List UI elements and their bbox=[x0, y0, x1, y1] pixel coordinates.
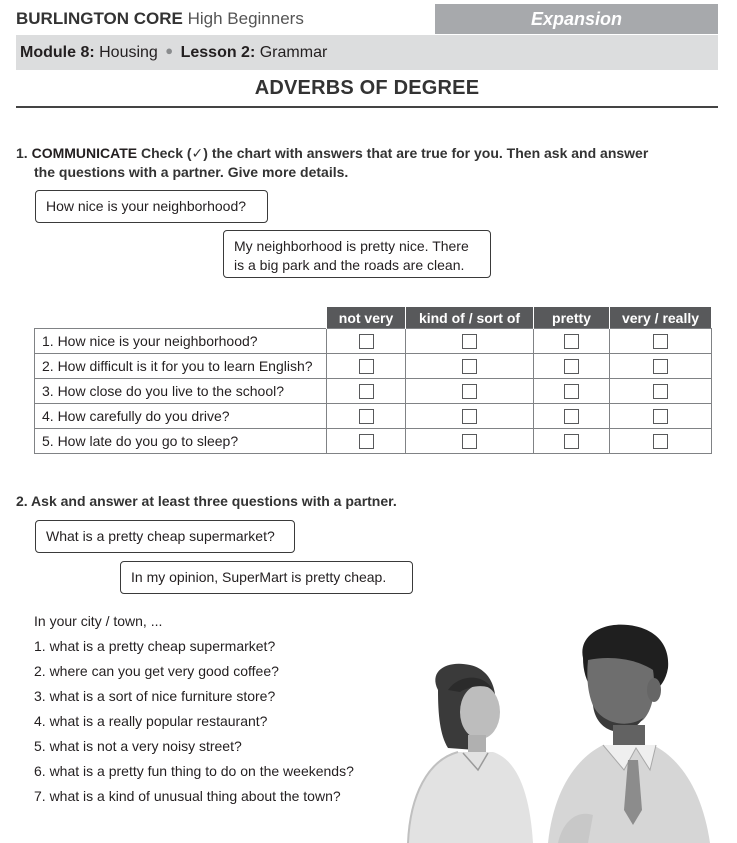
exercise-1-number: 1. bbox=[16, 145, 28, 161]
checkbox[interactable] bbox=[564, 334, 579, 349]
speech-bubble-question bbox=[35, 190, 268, 223]
column-header-not-very: not very bbox=[327, 307, 406, 329]
degree-chart bbox=[34, 307, 712, 454]
checkbox[interactable] bbox=[359, 384, 374, 399]
chart-question: 1. How nice is your neighborhood? bbox=[35, 329, 327, 354]
checkbox[interactable] bbox=[564, 359, 579, 374]
module-bar bbox=[16, 35, 718, 70]
chart-question: 5. How late do you go to sleep? bbox=[35, 429, 327, 454]
checkbox[interactable] bbox=[653, 409, 668, 424]
chart-row bbox=[35, 429, 712, 454]
checkbox[interactable] bbox=[359, 359, 374, 374]
man-figure bbox=[548, 625, 710, 843]
checkbox[interactable] bbox=[653, 359, 668, 374]
series-name: BURLINGTON CORE bbox=[16, 9, 183, 28]
speech-bubble-question bbox=[35, 520, 295, 553]
separator-dot: ● bbox=[165, 43, 174, 58]
column-header-kind-of: kind of / sort of bbox=[406, 307, 534, 329]
title-divider bbox=[16, 106, 718, 108]
column-header-pretty: pretty bbox=[534, 307, 610, 329]
checkbox[interactable] bbox=[564, 434, 579, 449]
exercise-1-text-line2: the questions with a partner. Give more details. bbox=[34, 164, 349, 180]
list-item: 2. where can you get very good coffee? bbox=[34, 663, 279, 679]
module-name: Housing bbox=[99, 44, 158, 61]
chart-corner bbox=[35, 307, 327, 329]
chart-row bbox=[35, 354, 712, 379]
list-item: 7. what is a kind of unusual thing about the town? bbox=[34, 788, 341, 804]
list-item: 3. what is a sort of nice furniture store? bbox=[34, 688, 276, 704]
speech-bubble-answer bbox=[120, 561, 413, 594]
checkbox[interactable] bbox=[462, 409, 477, 424]
list-item: 5. what is not a very noisy street? bbox=[34, 738, 242, 754]
chart-row bbox=[35, 379, 712, 404]
checkbox[interactable] bbox=[564, 409, 579, 424]
lesson-label: Lesson 2: bbox=[180, 44, 256, 61]
list-item: 6. what is a pretty fun thing to do on the weekends? bbox=[34, 763, 354, 779]
checkbox[interactable] bbox=[653, 384, 668, 399]
section-label: Expansion bbox=[435, 4, 718, 34]
checkbox[interactable] bbox=[359, 434, 374, 449]
bubble-question-text: How nice is your neighborhood? bbox=[46, 198, 247, 214]
checkbox[interactable] bbox=[462, 384, 477, 399]
lesson-name: Grammar bbox=[259, 44, 328, 61]
list-intro: In your city / town, ... bbox=[34, 613, 163, 629]
bubble-question-text: What is a pretty cheap supermarket? bbox=[46, 528, 275, 544]
chart-row bbox=[35, 404, 712, 429]
list-item: 4. what is a really popular restaurant? bbox=[34, 713, 268, 729]
bubble-answer-line1: My neighborhood is pretty nice. There bbox=[234, 238, 469, 254]
people-talking-photo bbox=[388, 620, 718, 843]
series-level: High Beginners bbox=[187, 9, 304, 28]
checkbox[interactable] bbox=[359, 409, 374, 424]
list-item: 1. what is a pretty cheap supermarket? bbox=[34, 638, 276, 654]
exercise-1-keyword: COMMUNICATE bbox=[31, 145, 138, 161]
chart-header-row bbox=[35, 307, 712, 329]
chart-question: 4. How carefully do you drive? bbox=[35, 404, 327, 429]
checkbox[interactable] bbox=[462, 334, 477, 349]
checkbox[interactable] bbox=[462, 359, 477, 374]
checkbox[interactable] bbox=[653, 434, 668, 449]
chart-question: 2. How difficult is it for you to learn English? bbox=[35, 354, 327, 379]
question-list bbox=[34, 609, 354, 809]
page-title: ADVERBS OF DEGREE bbox=[254, 77, 480, 99]
checkbox[interactable] bbox=[359, 334, 374, 349]
exercise-1-instruction bbox=[16, 144, 716, 182]
chart-row bbox=[35, 329, 712, 354]
chart-question: 3. How close do you live to the school? bbox=[35, 379, 327, 404]
module-label: Module 8: bbox=[20, 44, 95, 61]
column-header-very-really: very / really bbox=[610, 307, 712, 329]
bubble-answer-text: In my opinion, SuperMart is pretty cheap. bbox=[131, 569, 387, 585]
exercise-1-text: Check (✓) the chart with answers that are true for you. Then ask and answer bbox=[140, 145, 649, 161]
series-title bbox=[16, 9, 304, 29]
exercise-2-instruction: 2. Ask and answer at least three questions with a partner. bbox=[16, 493, 397, 509]
speech-bubble-answer bbox=[223, 230, 491, 278]
checkbox[interactable] bbox=[462, 434, 477, 449]
checkbox[interactable] bbox=[653, 334, 668, 349]
woman-figure bbox=[408, 664, 533, 843]
bubble-answer-line2: is a big park and the roads are clean. bbox=[234, 257, 465, 273]
checkbox[interactable] bbox=[564, 384, 579, 399]
